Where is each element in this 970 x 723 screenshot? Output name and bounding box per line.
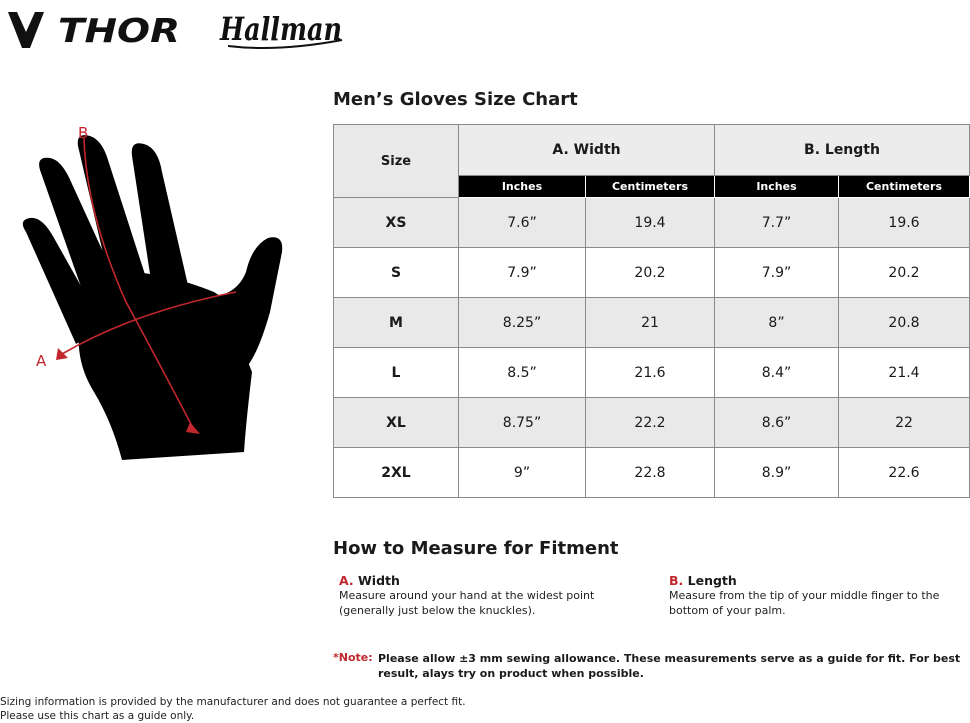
disclaimer-line-2: Please use this chart as a guide only. bbox=[0, 710, 195, 722]
length-inches-cell: 7.9” bbox=[715, 248, 839, 298]
length-cm-cell: 22 bbox=[839, 398, 970, 448]
width-instructions-heading bbox=[339, 573, 649, 588]
width-letter: A. bbox=[339, 573, 354, 588]
size-table bbox=[333, 124, 970, 498]
length-header: B. Length bbox=[715, 125, 970, 176]
width-cm-cell: 21 bbox=[586, 298, 715, 348]
width-inches-cell: 8.25” bbox=[459, 298, 586, 348]
disclaimer-line-1: Sizing information is provided by the manufacturer and does not guarantee a perfect fit. bbox=[0, 696, 466, 708]
chart-title: Men’s Gloves Size Chart bbox=[333, 89, 578, 110]
measure-title: How to Measure for Fitment bbox=[333, 538, 619, 559]
label-a: A bbox=[36, 352, 47, 370]
note-label: *Note: bbox=[333, 651, 373, 664]
width-arrowhead bbox=[56, 348, 68, 360]
width-inches-cell: 9” bbox=[459, 448, 586, 498]
length-cm-cell: 21.4 bbox=[839, 348, 970, 398]
length-inches-cell: 8.4” bbox=[715, 348, 839, 398]
note-text: Please allow ±3 mm sewing allowance. These measurements serve as a guide for fit. For best result, alays try on product when possible. bbox=[378, 652, 961, 680]
width-cm-cell: 20.2 bbox=[586, 248, 715, 298]
length-cm-cell: 19.6 bbox=[839, 198, 970, 248]
length-cm-cell: 20.8 bbox=[839, 298, 970, 348]
length-letter: B. bbox=[669, 573, 684, 588]
length-cm-cell: 22.6 bbox=[839, 448, 970, 498]
width-description: Measure around your hand at the widest point (generally just below the knuckles). bbox=[339, 589, 595, 617]
subheader-length-centimeters: Centimeters bbox=[839, 176, 970, 198]
width-cm-cell: 19.4 bbox=[586, 198, 715, 248]
width-inches-cell: 8.5” bbox=[459, 348, 586, 398]
size-header: Size bbox=[334, 125, 459, 198]
table-row bbox=[334, 348, 970, 398]
table-row bbox=[334, 298, 970, 348]
size-cell: XL bbox=[334, 398, 459, 448]
hand-silhouette bbox=[23, 135, 282, 460]
width-cm-cell: 21.6 bbox=[586, 348, 715, 398]
thor-logo bbox=[8, 8, 184, 50]
subheader-width-centimeters: Centimeters bbox=[586, 176, 715, 198]
subheader-width-inches: Inches bbox=[459, 176, 586, 198]
length-description: Measure from the tip of your middle finger to the bottom of your palm. bbox=[669, 589, 940, 617]
width-instructions bbox=[339, 573, 649, 618]
width-header: A. Width bbox=[459, 125, 715, 176]
label-b: B bbox=[78, 124, 89, 142]
size-cell: 2XL bbox=[334, 448, 459, 498]
width-inches-cell: 7.6” bbox=[459, 198, 586, 248]
size-cell: L bbox=[334, 348, 459, 398]
width-cm-cell: 22.2 bbox=[586, 398, 715, 448]
table-row bbox=[334, 398, 970, 448]
length-cm-cell: 20.2 bbox=[839, 248, 970, 298]
table-row bbox=[334, 448, 970, 498]
length-inches-cell: 8.6” bbox=[715, 398, 839, 448]
table-row bbox=[334, 248, 970, 298]
table-row bbox=[334, 198, 970, 248]
subheader-length-inches: Inches bbox=[715, 176, 839, 198]
length-instructions-heading bbox=[669, 573, 969, 588]
length-label: Length bbox=[687, 573, 737, 588]
width-label: Width bbox=[358, 573, 400, 588]
size-cell: M bbox=[334, 298, 459, 348]
length-inches-cell: 7.7” bbox=[715, 198, 839, 248]
thor-wordmark: THOR bbox=[58, 11, 180, 50]
hallman-wordmark: Hallman bbox=[219, 10, 342, 48]
size-cell: XS bbox=[334, 198, 459, 248]
size-cell: S bbox=[334, 248, 459, 298]
width-inches-cell: 7.9” bbox=[459, 248, 586, 298]
length-inches-cell: 8.9” bbox=[715, 448, 839, 498]
width-inches-cell: 8.75” bbox=[459, 398, 586, 448]
length-instructions bbox=[669, 573, 969, 618]
hallman-logo bbox=[218, 4, 348, 54]
length-inches-cell: 8” bbox=[715, 298, 839, 348]
hand-illustration bbox=[14, 122, 286, 464]
width-cm-cell: 22.8 bbox=[586, 448, 715, 498]
